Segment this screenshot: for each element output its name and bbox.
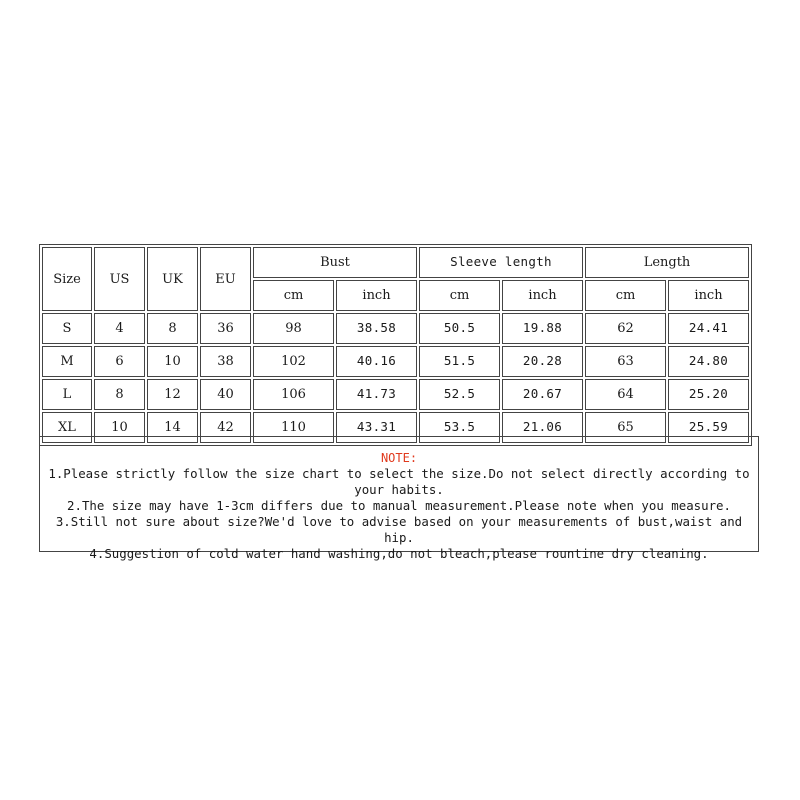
header-uk: UK — [147, 247, 198, 311]
header-size: Size — [42, 247, 92, 311]
cell-uk: 10 — [147, 346, 198, 377]
cell-size: S — [42, 313, 92, 344]
header-length-inch: inch — [668, 280, 749, 311]
header-sleeve-cm: cm — [419, 280, 500, 311]
cell-sleeve-cm: 53.5 — [419, 412, 500, 443]
cell-sleeve-cm: 52.5 — [419, 379, 500, 410]
header-sleeve-inch: inch — [502, 280, 583, 311]
table-row — [42, 313, 749, 344]
header-bust-cm: cm — [253, 280, 334, 311]
header-bust-inch: inch — [336, 280, 417, 311]
cell-size: XL — [42, 412, 92, 443]
note-line-2: 2.The size may have 1-3cm differs due to manual measurement.Please note when you measure. — [67, 498, 731, 513]
cell-bust-cm: 98 — [253, 313, 334, 344]
header-bust: Bust — [253, 247, 417, 278]
table-row — [42, 346, 749, 377]
cell-bust-cm: 110 — [253, 412, 334, 443]
cell-sleeve-inch: 21.06 — [502, 412, 583, 443]
cell-uk: 14 — [147, 412, 198, 443]
table-row — [42, 379, 749, 410]
cell-bust-inch: 41.73 — [336, 379, 417, 410]
cell-bust-cm: 106 — [253, 379, 334, 410]
cell-size: L — [42, 379, 92, 410]
cell-us: 8 — [94, 379, 145, 410]
cell-us: 10 — [94, 412, 145, 443]
note-line-1: 1.Please strictly follow the size chart to select the size.Do not select directly according to your habits. — [48, 466, 758, 497]
cell-eu: 42 — [200, 412, 251, 443]
cell-bust-inch: 38.58 — [336, 313, 417, 344]
header-length: Length — [585, 247, 749, 278]
cell-eu: 40 — [200, 379, 251, 410]
cell-bust-inch: 43.31 — [336, 412, 417, 443]
cell-length-cm: 65 — [585, 412, 666, 443]
cell-length-inch: 25.59 — [668, 412, 749, 443]
note-line-3: 3.Still not sure about size?We'd love to advise based on your measurements of bust,waist and hip. — [55, 514, 750, 545]
cell-length-inch: 25.20 — [668, 379, 749, 410]
cell-length-cm: 62 — [585, 313, 666, 344]
header-row-1 — [42, 247, 749, 278]
header-sleeve-length: Sleeve length — [419, 247, 583, 278]
cell-sleeve-inch: 20.67 — [502, 379, 583, 410]
cell-uk: 12 — [147, 379, 198, 410]
cell-us: 4 — [94, 313, 145, 344]
size-chart-table — [39, 244, 752, 446]
header-us: US — [94, 247, 145, 311]
note-line-4: 4.Suggestion of cold water hand washing,do not bleach,please rountine dry cleaning. — [89, 546, 709, 561]
cell-uk: 8 — [147, 313, 198, 344]
cell-us: 6 — [94, 346, 145, 377]
cell-length-inch: 24.80 — [668, 346, 749, 377]
cell-eu: 36 — [200, 313, 251, 344]
cell-eu: 38 — [200, 346, 251, 377]
header-length-cm: cm — [585, 280, 666, 311]
cell-sleeve-cm: 50.5 — [419, 313, 500, 344]
cell-length-cm: 63 — [585, 346, 666, 377]
cell-size: M — [42, 346, 92, 377]
cell-length-cm: 64 — [585, 379, 666, 410]
cell-bust-cm: 102 — [253, 346, 334, 377]
cell-bust-inch: 40.16 — [336, 346, 417, 377]
cell-sleeve-cm: 51.5 — [419, 346, 500, 377]
header-eu: EU — [200, 247, 251, 311]
note-title: NOTE: — [380, 451, 418, 465]
notes-box — [39, 436, 759, 561]
cell-sleeve-inch: 19.88 — [502, 313, 583, 344]
cell-sleeve-inch: 20.28 — [502, 346, 583, 377]
cell-length-inch: 24.41 — [668, 313, 749, 344]
